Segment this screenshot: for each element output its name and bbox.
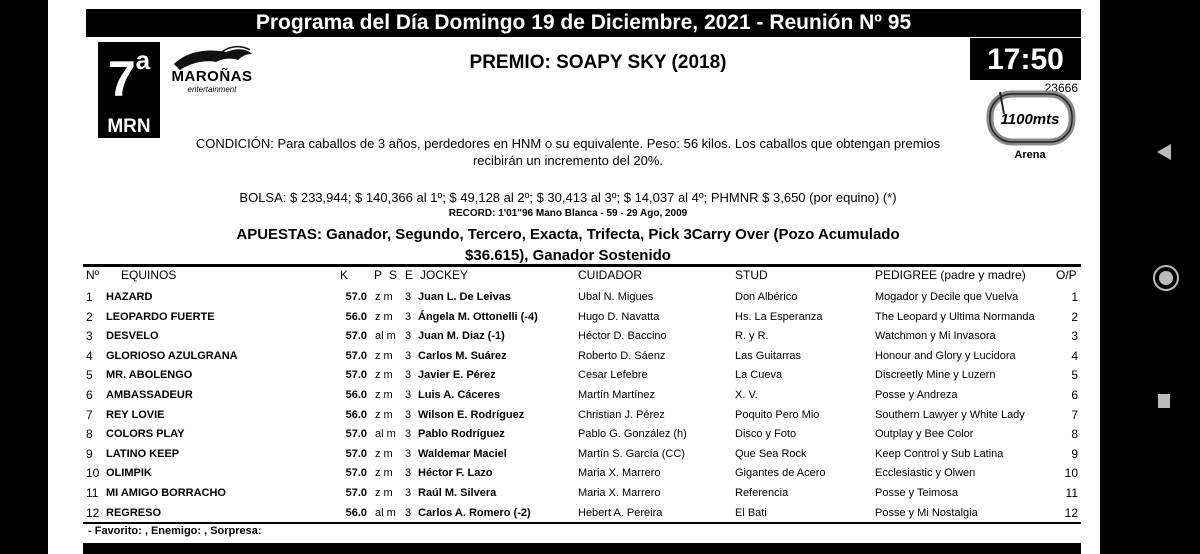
jockey: Javier E. Pérez xyxy=(418,369,496,382)
jockey: Carlos A. Romero (-2) xyxy=(418,506,531,519)
pedigree: The Leopard y Ultima Normanda xyxy=(875,310,1035,323)
odds-position: 11 xyxy=(1065,485,1078,500)
odds-position: 10 xyxy=(1064,466,1078,481)
horse-name: LEOPARDO FUERTE xyxy=(106,310,215,323)
odds-position: 6 xyxy=(1071,387,1078,402)
weight: 56.0 xyxy=(345,506,367,519)
weight: 57.0 xyxy=(345,369,367,382)
col-odds: O/P xyxy=(1056,268,1077,282)
purse-info: BOLSA: $ 233,944; $ 140,366 al 1º; $ 49,128 al 2º; $ 30,413 al 3º; $ 14,037 al 4º; PHMNR $ 3,650 (por equino) (*) xyxy=(239,190,897,205)
race-number-suffix: a xyxy=(135,45,151,75)
stud: Gigantes de Acero xyxy=(735,467,826,480)
odds-position: 5 xyxy=(1071,368,1078,383)
stud: El Bati xyxy=(735,506,767,519)
jockey: Pablo Rodríguez xyxy=(418,428,505,441)
col-pedigree: PEDIGREE (padre y madre) xyxy=(875,268,1026,282)
coat-sex: al m xyxy=(375,330,396,343)
odds-position: 9 xyxy=(1071,446,1078,461)
race-prize-title: PREMIO: SOAPY SKY (2018) xyxy=(469,52,727,73)
horse-name: REY LOVIE xyxy=(106,408,165,421)
pedigree: Mogador y Decile que Vuelva xyxy=(875,291,1019,303)
age: 3 xyxy=(405,428,412,441)
trainer: Maria X. Marrero xyxy=(578,467,661,480)
race-number: 7 xyxy=(107,51,136,107)
age: 3 xyxy=(405,486,412,499)
coat-sex: al m xyxy=(375,428,396,441)
odds-position: 2 xyxy=(1071,309,1078,324)
jockey: Juan L. De Leivas xyxy=(418,291,511,303)
trainer: Pablo G. González (h) xyxy=(578,428,687,441)
stud: Don Albérico xyxy=(735,291,798,303)
table-row xyxy=(83,386,1081,406)
age: 3 xyxy=(405,408,412,421)
stud: R. y R. xyxy=(735,330,769,343)
col-number: Nº xyxy=(86,268,100,282)
divider xyxy=(83,264,1081,267)
age: 3 xyxy=(405,447,412,460)
entry-number: 2 xyxy=(86,309,93,324)
entry-number: 9 xyxy=(86,446,93,461)
back-icon[interactable] xyxy=(1157,144,1171,160)
track-record: RECORD: 1'01"96 Mano Blanca - 59 - 29 Ago, 2009 xyxy=(448,208,688,219)
jockey: Héctor F. Lazo xyxy=(418,467,493,480)
age: 3 xyxy=(405,388,412,401)
stud: Las Guitarras xyxy=(735,349,802,362)
pedigree: Posse y Andreza xyxy=(875,388,958,401)
table-row xyxy=(83,425,1081,445)
entry-number: 6 xyxy=(86,387,93,402)
col-weight: K xyxy=(340,268,349,282)
age: 3 xyxy=(405,467,412,480)
coat-sex: al m xyxy=(375,506,396,519)
horse-name: REGRESO xyxy=(106,506,162,519)
coat-sex: z m xyxy=(375,291,393,303)
col-p: P xyxy=(374,268,383,282)
table-header xyxy=(83,268,1081,286)
trainer: Christian J. Pérez xyxy=(578,408,665,421)
age: 3 xyxy=(405,310,412,323)
age: 3 xyxy=(405,291,412,303)
race-number-badge xyxy=(98,42,160,116)
odds-position: 3 xyxy=(1071,329,1078,344)
stud: Poquito Pero Mio xyxy=(735,408,820,421)
col-horses: EQUINOS xyxy=(121,268,177,282)
table-row xyxy=(83,504,1081,524)
logo-subtitle: entertainment xyxy=(187,85,237,94)
stud: Que Sea Rock xyxy=(735,447,807,460)
footer-bar xyxy=(83,543,1081,554)
col-trainer: CUIDADOR xyxy=(578,268,643,282)
odds-position: 4 xyxy=(1071,348,1078,363)
table-row xyxy=(83,308,1081,328)
entry-number: 12 xyxy=(86,505,100,520)
race-program-page xyxy=(48,0,1100,554)
coat-sex: z m xyxy=(375,349,393,362)
jockey: Waldemar Maciel xyxy=(418,447,507,460)
horse-name: MI AMIGO BORRACHO xyxy=(106,486,226,499)
trainer: Martín S. García (CC) xyxy=(578,447,685,460)
predictions-footer: - Favorito: , Enemigo: , Sorpresa: xyxy=(88,525,262,537)
coat-sex: z m xyxy=(375,388,393,401)
entry-number: 10 xyxy=(86,466,100,481)
horse-name: OLIMPIK xyxy=(106,467,152,480)
col-e: E xyxy=(405,268,414,282)
jockey: Raúl M. Silvera xyxy=(418,486,497,499)
weight: 57.0 xyxy=(345,330,367,343)
table-row xyxy=(83,347,1081,367)
table-row xyxy=(83,366,1081,386)
entry-number: 7 xyxy=(86,407,93,422)
race-id: 23666 xyxy=(1044,81,1078,95)
stud: X. V. xyxy=(735,388,758,401)
weight: 56.0 xyxy=(345,408,367,421)
pedigree: Southern Lawyer y White Lady xyxy=(875,408,1025,421)
weight: 57.0 xyxy=(345,291,367,303)
jockey: Wilson E. Rodríguez xyxy=(418,408,525,421)
age: 3 xyxy=(405,330,412,343)
divider xyxy=(83,522,1081,524)
stud: Disco y Foto xyxy=(735,428,797,441)
pedigree: Ecclesiastic y Olwen xyxy=(875,467,976,480)
recents-icon[interactable] xyxy=(1158,394,1170,408)
entry-number: 3 xyxy=(86,329,93,344)
horse-name: HAZARD xyxy=(106,291,153,303)
stud: La Cueva xyxy=(735,369,783,382)
pedigree: Posse y Teimosa xyxy=(875,486,958,499)
trainer: Hugo D. Navatta xyxy=(578,310,660,323)
entry-number: 4 xyxy=(86,348,93,363)
pedigree: Honour and Glory y Lucidora xyxy=(875,349,1016,362)
table-row xyxy=(83,445,1081,465)
weight: 57.0 xyxy=(345,447,367,460)
odds-position: 7 xyxy=(1071,407,1078,422)
jockey: Luis A. Cáceres xyxy=(418,388,501,401)
table-row xyxy=(83,484,1081,504)
weight: 56.0 xyxy=(345,310,367,323)
entry-number: 5 xyxy=(86,368,93,383)
program-title: Programa del Día Domingo 19 de Diciembre, 2021 - Reunión Nº 95 xyxy=(86,9,1081,37)
col-stud: STUD xyxy=(735,268,768,282)
jockey: Carlos M. Suárez xyxy=(418,349,507,362)
trainer: Cesar Lefebre xyxy=(578,369,648,382)
entry-number: 11 xyxy=(86,485,99,500)
table-row xyxy=(83,406,1081,426)
pedigree: Discreetly Mine y Luzern xyxy=(875,369,996,382)
jockey: Juan M. Diaz (-1) xyxy=(418,330,505,343)
odds-position: 12 xyxy=(1064,505,1078,520)
odds-position: 1 xyxy=(1071,290,1078,304)
table-row xyxy=(83,288,1081,308)
race-distance: 1100mts xyxy=(1000,111,1060,128)
weight: 57.0 xyxy=(345,467,367,480)
bet-types: APUESTAS: Ganador, Segundo, Tercero, Exacta, Trifecta, Pick 3Carry Over (Pozo Acumulado $36.615), Ganador Sostenido xyxy=(236,226,900,264)
jockey: Ángela M. Ottonelli (-4) xyxy=(418,310,538,323)
horse-name: GLORIOSO AZULGRANA xyxy=(106,349,238,362)
venue-code: MRN xyxy=(98,116,160,138)
pedigree: Posse y Mi Nostalgia xyxy=(875,506,978,519)
coat-sex: z m xyxy=(375,467,393,480)
trainer: Roberto D. Sáenz xyxy=(578,349,666,362)
race-conditions: CONDICIÓN: Para caballos de 3 años, perdedores en HNM o su equivalente. Peso: 56 kilos. Los caballos que obtengan premios recibirán un incremento del 20%. xyxy=(195,136,941,168)
trainer: Ubal N. Migues xyxy=(578,291,654,303)
age: 3 xyxy=(405,506,412,519)
trainer: Martín Martínez xyxy=(578,388,656,401)
home-icon-inner xyxy=(1159,271,1173,285)
col-jockey: JOCKEY xyxy=(420,268,469,282)
age: 3 xyxy=(405,349,412,362)
coat-sex: z m xyxy=(375,369,393,382)
trainer: Hebert A. Pereira xyxy=(578,506,663,519)
age: 3 xyxy=(405,369,412,382)
pedigree: Keep Control y Sub Latina xyxy=(875,447,1004,460)
odds-position: 8 xyxy=(1071,427,1078,442)
table-row xyxy=(83,464,1081,484)
logo-text: MAROÑAS xyxy=(171,68,253,85)
track-surface: Arena xyxy=(1014,149,1046,161)
entries-table xyxy=(83,288,1081,523)
race-time: 17:50 xyxy=(970,38,1081,80)
coat-sex: z m xyxy=(375,310,393,323)
table-row xyxy=(83,327,1081,347)
stud: Referencia xyxy=(735,486,789,499)
trainer: Héctor D. Baccino xyxy=(578,330,667,343)
horse-name: DESVELO xyxy=(106,330,159,343)
trainer: Maria X. Marrero xyxy=(578,486,661,499)
weight: 57.0 xyxy=(345,486,367,499)
entry-number: 1 xyxy=(86,290,93,304)
horse-name: AMBASSADEUR xyxy=(106,388,193,401)
horse-name: COLORS PLAY xyxy=(106,428,185,441)
pedigree: Outplay y Bee Color xyxy=(875,428,974,441)
horse-name: MR. ABOLENGO xyxy=(106,369,193,382)
col-s: S xyxy=(389,268,398,282)
coat-sex: z m xyxy=(375,408,393,421)
pedigree: Watchmon y Mi Invasora xyxy=(875,330,996,343)
weight: 56.0 xyxy=(345,388,367,401)
weight: 57.0 xyxy=(345,428,367,441)
entry-number: 8 xyxy=(86,427,93,442)
horse-name: LATINO KEEP xyxy=(106,447,180,460)
coat-sex: z m xyxy=(375,447,393,460)
stud: Hs. La Esperanza xyxy=(735,310,823,323)
weight: 57.0 xyxy=(345,349,367,362)
coat-sex: z m xyxy=(375,486,393,499)
